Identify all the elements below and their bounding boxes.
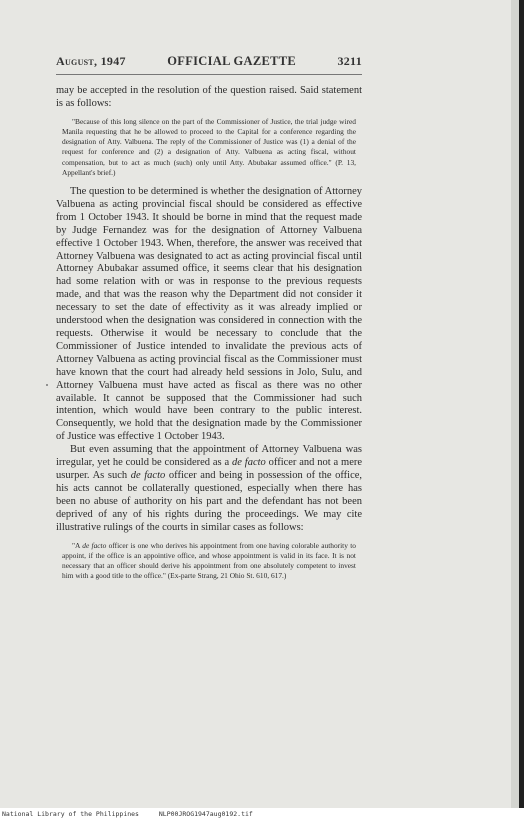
block-quote-ex-parte-strang — [62, 541, 356, 582]
gazette-page — [56, 54, 362, 589]
quote2-text-a: "A — [72, 540, 80, 550]
para2-text-c: officer and not a mere usurper. As such — [56, 457, 363, 481]
scan-speck — [46, 384, 48, 386]
page-number: 3211 — [337, 54, 362, 68]
header-rule — [56, 74, 362, 75]
scan-edge-strip — [511, 0, 519, 808]
footer-file: NLP00JROG1947aug0192.tif — [158, 810, 253, 818]
para2-text-a: But even assuming that the appointment of Attorney Valbuena was irregular, yet he could be considered as a — [56, 444, 362, 469]
paragraph-designation: The question to be determined is whether the designation of Attorney Valbuena as acting provincial fiscal should be considered as effective from 1 October 1943. It should be borne in mind that the request made by Judge Fernandez was for the designation of Attorney Valbuena effective 1 October 1943. When, therefore, the answer was received that Attorney Valbuena was designated to act as acting provincial fiscal until Attorney Abubakar assumed office, it seems clear that his designation had some relation with or was in response to the previous requests made, and that was the reason why the Department did not consider it necessary to set the date of effectivity as it was already implied or understood when the designation was considered in connection with the requests. Otherwise it would be necessary to conclude that the Commissioner of Justice intended to invalidate the previous acts of Attorney Valbuena as acting provincial fiscal as the Commissioner must have known that the court had already held sessions in Jolo, Sulu, and Attorney Valbuena must have acted as fiscal as there was no other available. It cannot be supposed that the Commissioner had such intention, which would have been contrary to the public interest. Consequently, we hold that the designation made by the Commissioner of Justice was effective 1 October 1943. — [56, 186, 362, 443]
para2-italic-b: de facto — [232, 457, 266, 469]
quote-text: "Because of this long silence on the part of the Commissioner of Justice, the trial judge wired Manila requesting that he be allowed to proceed to the Capital for a conference regarding the designation of Atty. Valbuena. The reply of the Commissioner of Justice was (1) a denial of the request for conference and (2) a designation of Atty. Valbuena as acting fiscal, without compensation, but to act as much (such) only until Atty. Abubakar assumed office." (P. 13, Appellant's brief.) — [62, 116, 356, 177]
para2-text-e: officer and being in possession of the office, his acts cannot be collaterally questioned, especially when there has been no abuse of authority on his part and the defendant has not been deprived of any of his rights during the proceedings. We may cite illustrative rulings of the courts in similar cases as follows: — [56, 469, 363, 533]
quote2-italic-b: de facto — [82, 540, 107, 550]
intro-paragraph: may be accepted in the resolution of the question raised. Said statement is as follows: — [56, 85, 362, 109]
block-quote-appellant-brief — [62, 117, 356, 178]
header-date: August, 1947 — [56, 54, 126, 68]
page-header — [56, 54, 362, 72]
para2-italic-d: de facto — [130, 469, 166, 481]
scan-border — [519, 0, 524, 808]
header-title: OFFICIAL GAZETTE — [167, 54, 297, 68]
paragraph-de-facto — [56, 444, 362, 534]
scan-footer — [2, 810, 269, 818]
quote2-text-c: officer is one who derives his appointment from one having colorable authority to appoint, if the office is an appointive office, and whose appointment is valid in its face. It is not necessary that an officer should derive his appointment from one absolutely competent to invest him with a good title to the office." (Ex-parte Strang, 21 Ohio St. 610, 617.) — [62, 540, 356, 581]
footer-library: National Library of the Philippines — [2, 810, 139, 818]
quote2-text — [62, 541, 356, 582]
